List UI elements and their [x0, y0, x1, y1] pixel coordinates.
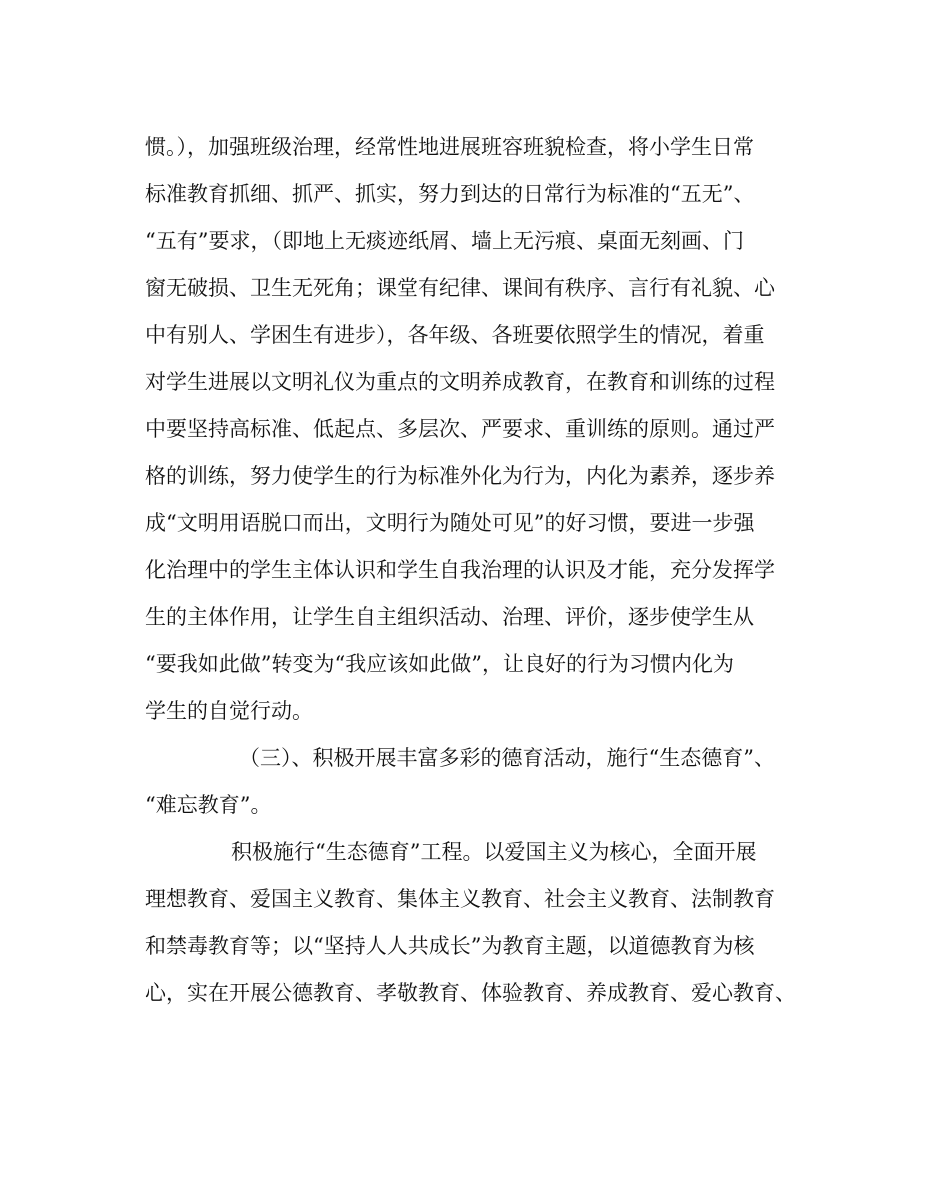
text-line: 格的训练，努力使学生的行为标准外化为行为，内化为素养，逐步养: [145, 464, 775, 488]
paragraph-first-line: 积极施行“生态德育”工程。以爱国主义为核心，全面开展: [231, 840, 757, 864]
text-line: 化治理中的学生主体认识和学生自我治理的认识及才能，充分发挥学: [145, 558, 775, 582]
text-line: 中有别人、学困生有进步），各年级、各班要依照学生的情况，着重: [145, 323, 765, 347]
text-line: 心，实在开展公德教育、孝敬教育、体验教育、养成教育、爱心教育、: [145, 981, 796, 1005]
text-line: 窗无破损、卫生无死角；课堂有纪律、课间有秩序、言行有礼貌、心: [145, 276, 775, 300]
text-line: 标准教育抓细、抓严、抓实，努力到达的日常行为标准的“五无”、: [145, 182, 755, 206]
text-line: 学生的自觉行动。: [145, 699, 313, 723]
text-line: 成“文明用语脱口而出，文明行为随处可见”的好习惯，要进一步强: [145, 511, 755, 535]
text-line: 中要坚持高标准、低起点、多层次、严要求、重训练的原则。通过严: [145, 417, 775, 441]
text-line: “要我如此做”转变为“我应该如此做”，让良好的行为习惯内化为: [145, 652, 734, 676]
text-line: 和禁毒教育等；以“坚持人人共成长”为教育主题，以道德教育为核: [145, 934, 755, 958]
body-text: [145, 128, 815, 1021]
section-heading: （三）、积极开展丰富多彩的德育活动，施行“生态德育”、: [239, 746, 775, 770]
text-line: 惯。），加强班级治理，经常性地进展班容班貌检查，将小学生日常: [145, 135, 754, 159]
text-line: “难忘教育”。: [145, 793, 272, 817]
text-line: 对学生进展以文明礼仪为重点的文明养成教育，在教育和训练的过程: [145, 370, 775, 394]
text-line: 生的主体作用，让学生自主组织活动、治理、评价，逐步使学生从: [145, 605, 754, 629]
text-line: “五有”要求，（即地上无痰迹纸屑、墙上无污痕、桌面无刻画、门: [145, 229, 744, 253]
text-line: 理想教育、爱国主义教育、集体主义教育、社会主义教育、法制教育: [145, 887, 775, 911]
